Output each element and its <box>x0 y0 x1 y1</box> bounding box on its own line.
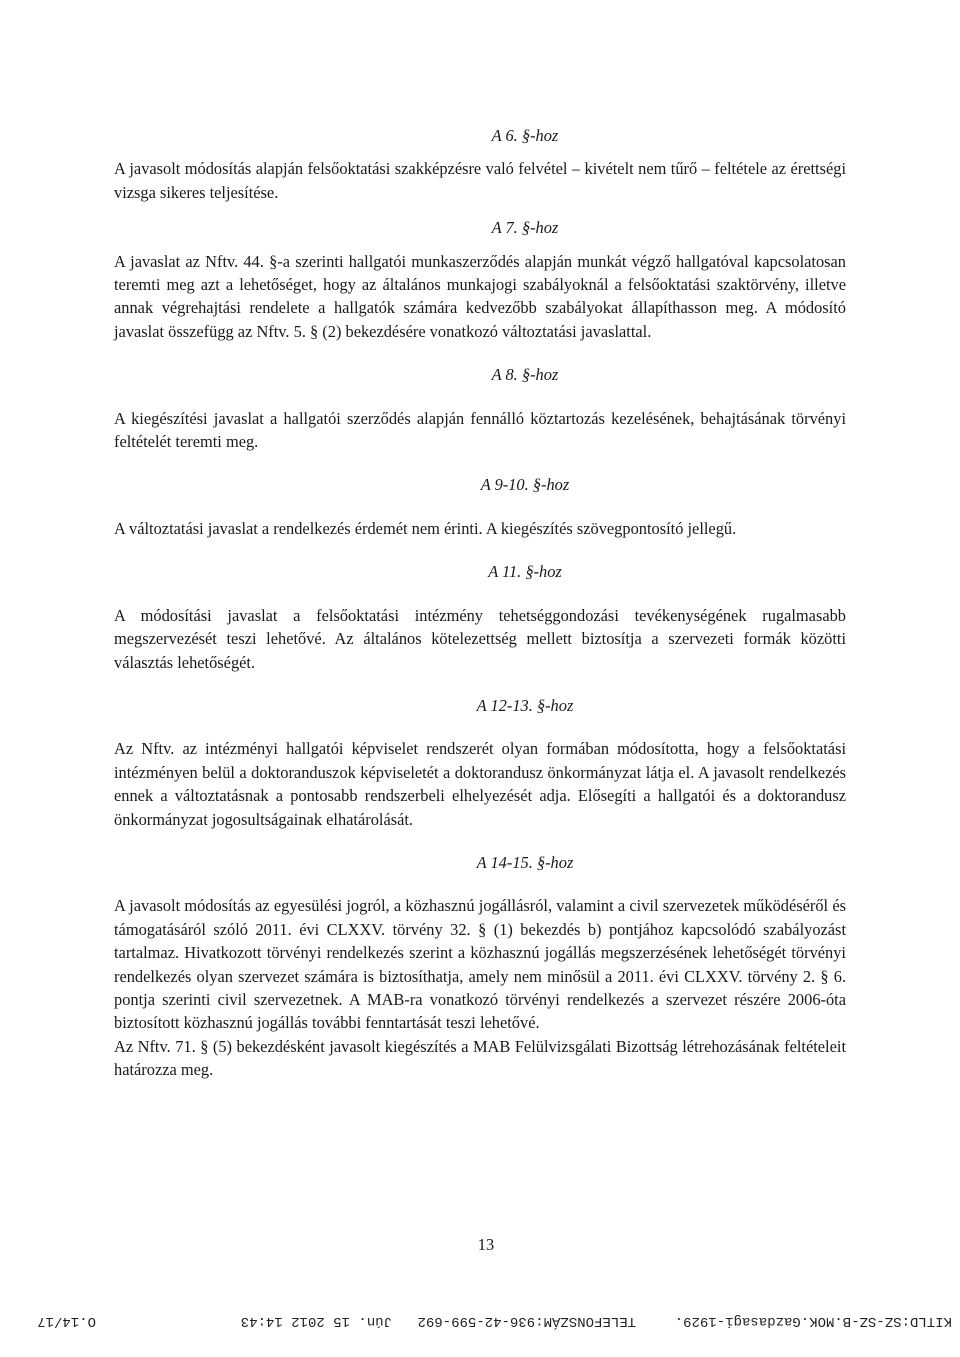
fax-phone: TELEFONSZÁM:936-42-599-692 <box>417 1313 636 1329</box>
section-paragraph: A javasolt módosítás az egyesülési jogról, a közhasznú jogállásról, valamint a civil szervezetek működéséről és támogatásáról szóló 2011. évi CLXXV. törvény 32. § (1) bekezdés b) pontjához kapcsolódó szabályozást tartalmaz. Hivatkozott törvényi rendelkezés szerint a közhasznú jogállás megszerzésének lehetőségét törvényi rendelkezés olyan szervezet számára is biztosíthatja, amely nem minősül a 2011. évi CLXXV. törvény 2. § 6. pontja szerinti civil szervezetnek. A MAB-ra vonatkozó törvényi rendelkezés a szervezet részére 2006-óta biztosított közhasznú jogállás további fenntartását teszi lehetővé. <box>114 896 846 1033</box>
section-paragraph: Az Nftv. az intézményi hallgatói képviselet rendszerét olyan formában módosította, hogy a felsőoktatási intézményen belül a doktoranduszok képviseletét a doktorandusz önkormányzat látja el. A javasolt rendelkezés ennek a változtatásnak a pontosabb rendszerbeli elhelyezését adja. Elősegíti a hallgatói és a doktorandusz önkormányzat jogosultságainak elhatárolását. <box>114 739 846 829</box>
fax-page: O.14/17 <box>37 1313 96 1329</box>
section-heading: A 11. §-hoz <box>488 562 562 582</box>
section-heading: A 6. §-hoz <box>491 126 559 145</box>
document-body <box>114 124 846 1082</box>
section-heading: A 12-13. §-hoz <box>476 695 574 715</box>
section-paragraph: A javaslat az Nftv. 44. §-a szerinti hallgatói munkaszerződés alapján munkát végző hallgatóval kapcsolatosan teremti meg azt a lehetőséget, hogy az általános munkajogi szabályoknál a felsőoktatási szaktörvény, illetve annak végrehajtási rendelete a hallgatók számára kedvezőbb szabályokat állapíthasson meg. A módosító javaslat összefügg az Nftv. 5. § (2) bekezdésére vonatkozó változtatási javaslattal. <box>114 251 846 341</box>
page-number: 13 <box>477 1235 495 1254</box>
fax-sender: KITLD:SZ-SZ-B.MOK.Gazdasagi-1929. <box>674 1313 952 1329</box>
section-paragraph: A változtatási javaslat a rendelkezés érdemét nem érinti. A kiegészítés szövegpontosító jellegű. <box>114 518 737 538</box>
section-paragraph: A javasolt módosítás alapján felsőoktatási szakképzésre való felvétel – kivételt nem tűrő – feltétele az érettségi vizsga sikeres teljesítése. <box>114 159 846 202</box>
section-heading: A 14-15. §-hoz <box>476 852 574 872</box>
section-heading: A 7. §-hoz <box>491 218 559 238</box>
section-paragraph: A kiegészítési javaslat a hallgatói szerződés alapján fennálló köztartozás kezelésének, behajtásának törvényi feltételét teremti meg. <box>114 408 846 452</box>
section-paragraph: Az Nftv. 71. § (5) bekezdésként javasolt kiegészítés a MAB Felülvizsgálati Bizottság létrehozásának feltételeit határozza meg. <box>114 1036 846 1080</box>
section-heading: A 8. §-hoz <box>491 365 559 385</box>
fax-date: Jún. 15 2012 14:43 <box>240 1313 392 1329</box>
section-heading: A 9-10. §-hoz <box>480 475 570 495</box>
fax-header-line <box>0 1310 960 1334</box>
section-paragraph: A módosítási javaslat a felsőoktatási intézmény tehetséggondozási tevékenységének rugalmasabb megszervezését teszi lehetővé. Az általános kötelezettség mellett biztosítja a szervezeti formák közötti választás lehetőségét. <box>114 605 846 672</box>
